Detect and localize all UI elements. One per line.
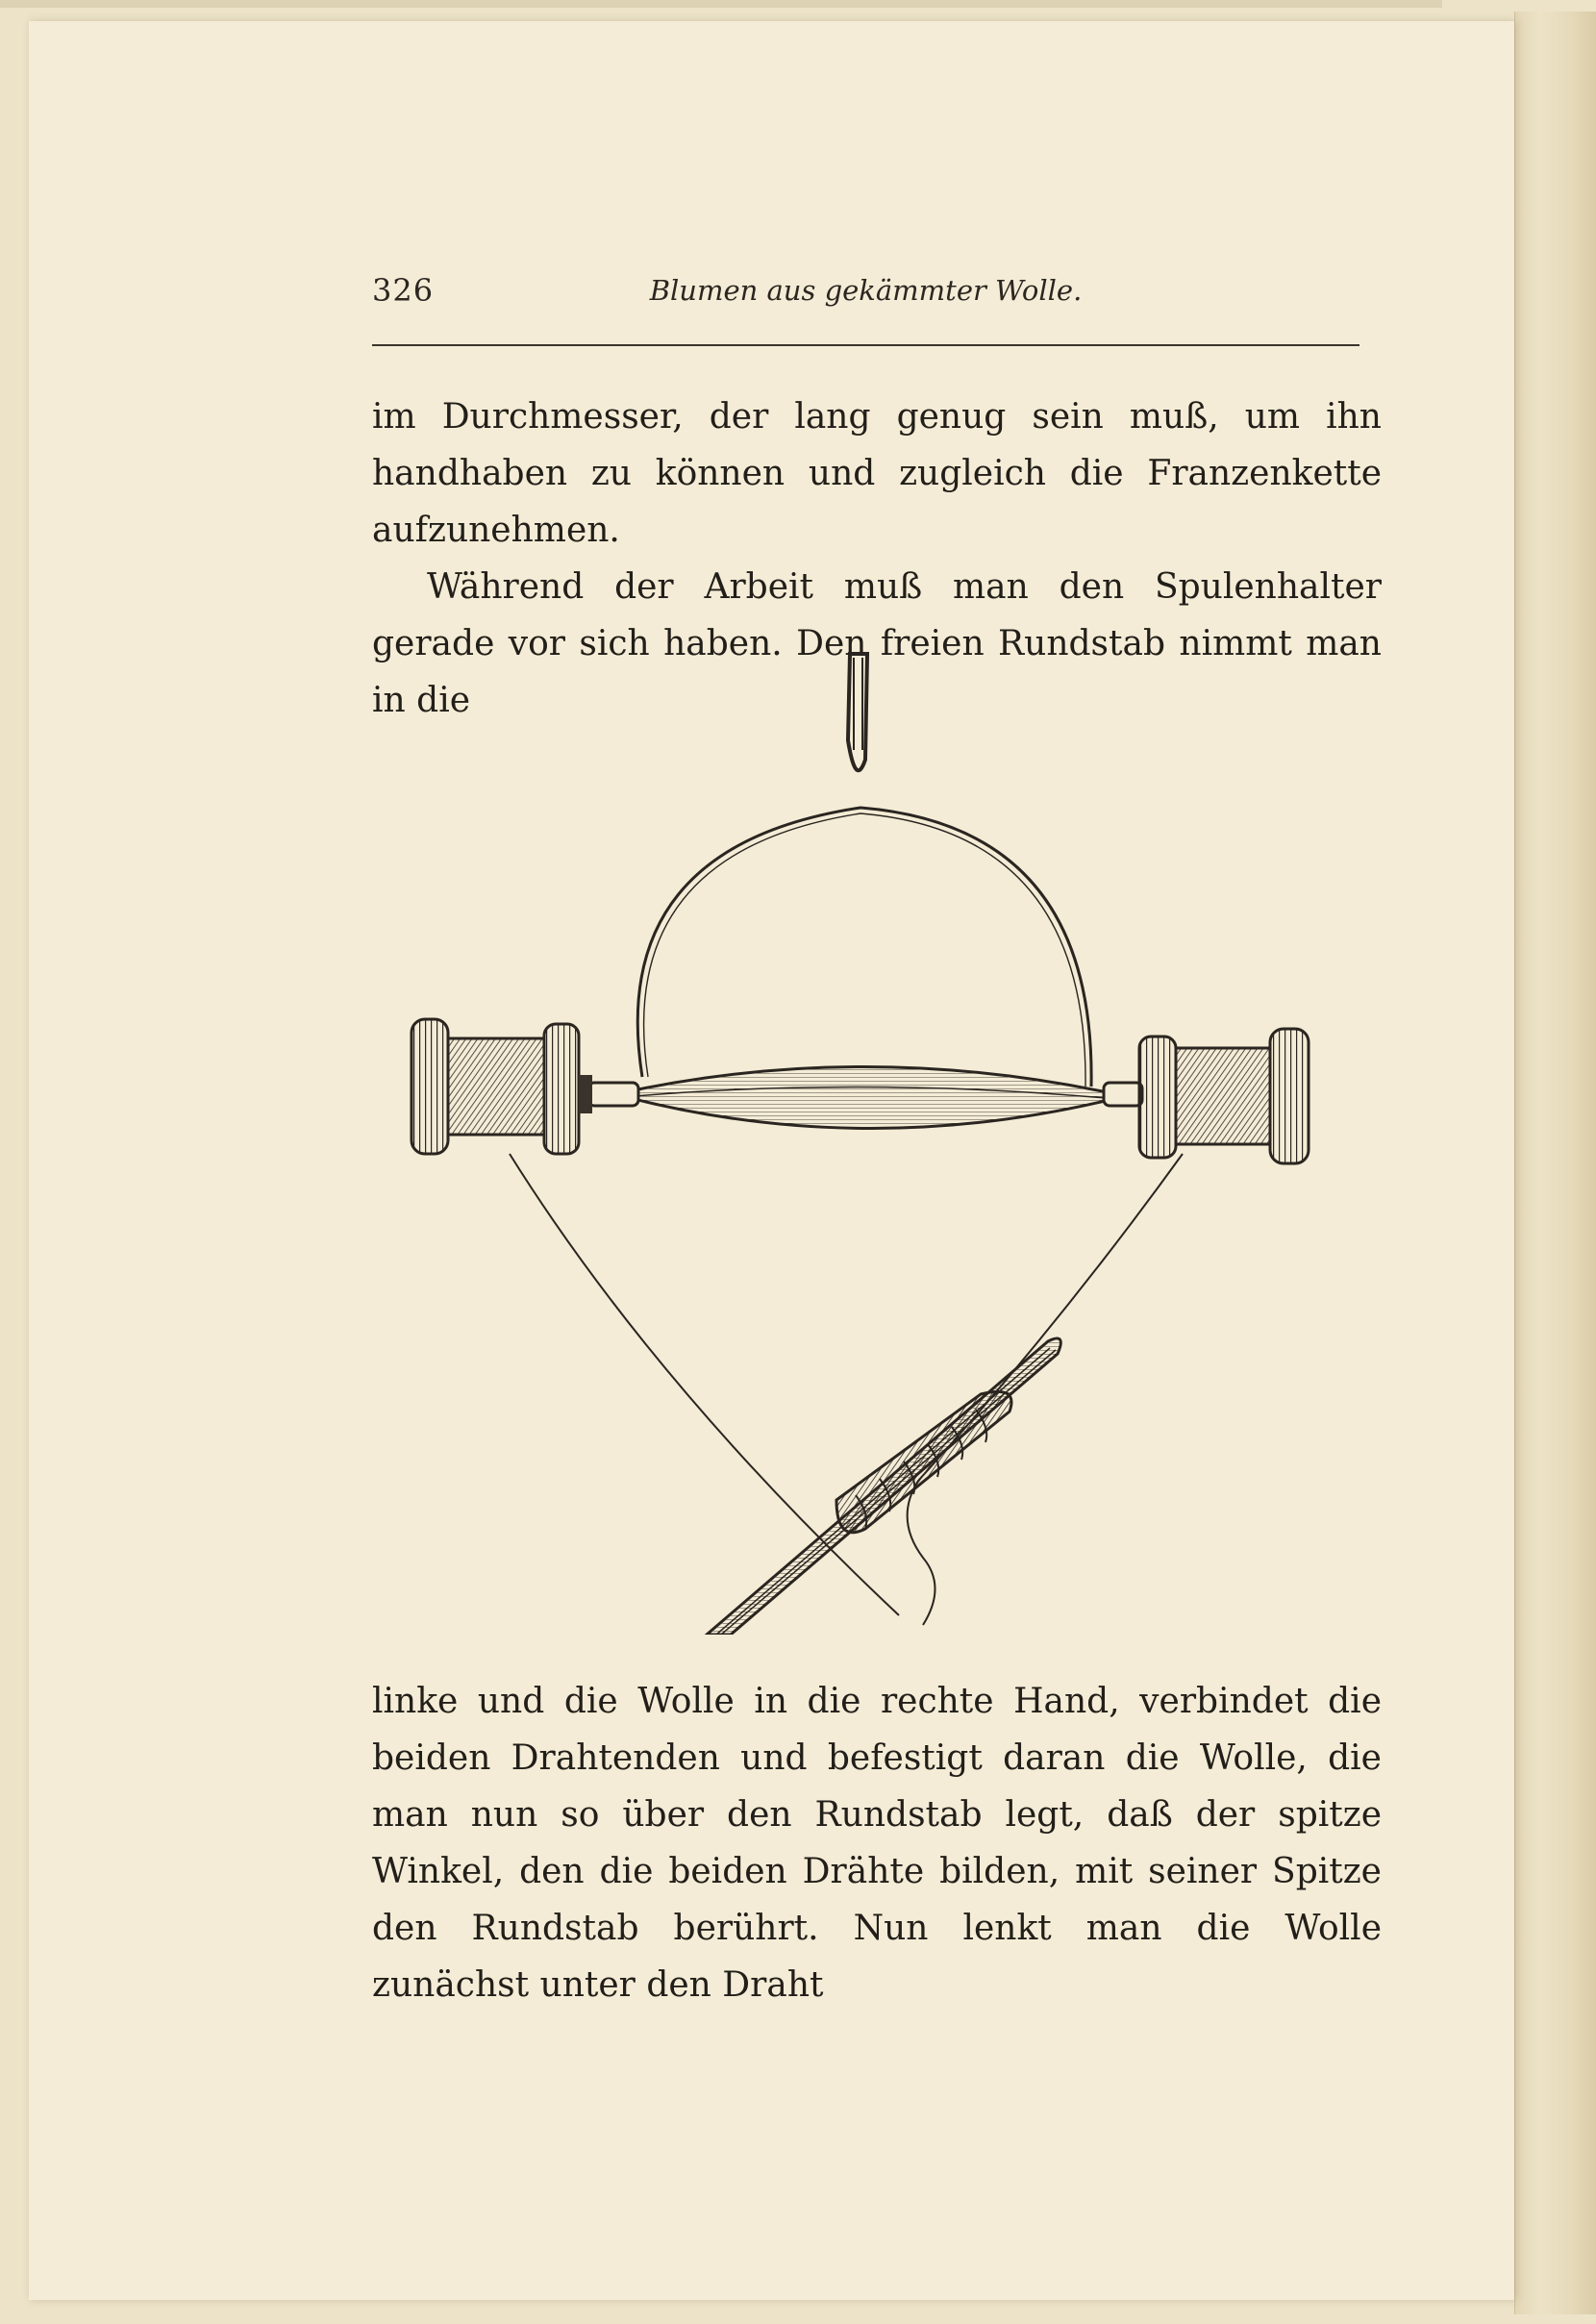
paragraph-continued: im Durchmesser, der lang genug sein muß, um ihn handhaben zu können und zugleich die Franzenkette aufzunehmen. [372, 397, 1382, 550]
central-rod [588, 1066, 1142, 1128]
text-block-bottom [372, 1673, 1382, 2013]
wire-arch [637, 808, 1091, 1087]
page-header [372, 272, 1359, 318]
hanging-loop [848, 654, 867, 770]
header-rule [372, 344, 1359, 346]
page-top-edge [0, 0, 1442, 8]
page-number: 326 [372, 272, 435, 309]
right-spool [1139, 1029, 1309, 1163]
spool-holder-illustration [385, 635, 1365, 1635]
left-spool [411, 1019, 592, 1154]
paragraph-spool-holder: Während der Arbeit muß man den Spulenhalter gerade vor sich haben. Den freien Rundstab nimmt man in die [372, 567, 1382, 720]
running-head: Blumen aus gekämmter Wolle. [649, 274, 1083, 307]
next-page-edge [1514, 12, 1596, 2314]
wound-wool [836, 1391, 1011, 1532]
right-thread [908, 1154, 1183, 1625]
left-thread [510, 1154, 899, 1615]
paragraph-wool-winding: linke und die Wolle in die rechte Hand, verbindet die beiden Drahtenden und befestigt daran die Wolle, die man nun so über den Rundstab legt, daß der spitze Winkel, den die beiden Drähte bilden, mit seiner Spitze den Rundstab berührt. Nun lenkt man die Wolle zunächst unter den Draht [372, 1682, 1382, 2005]
